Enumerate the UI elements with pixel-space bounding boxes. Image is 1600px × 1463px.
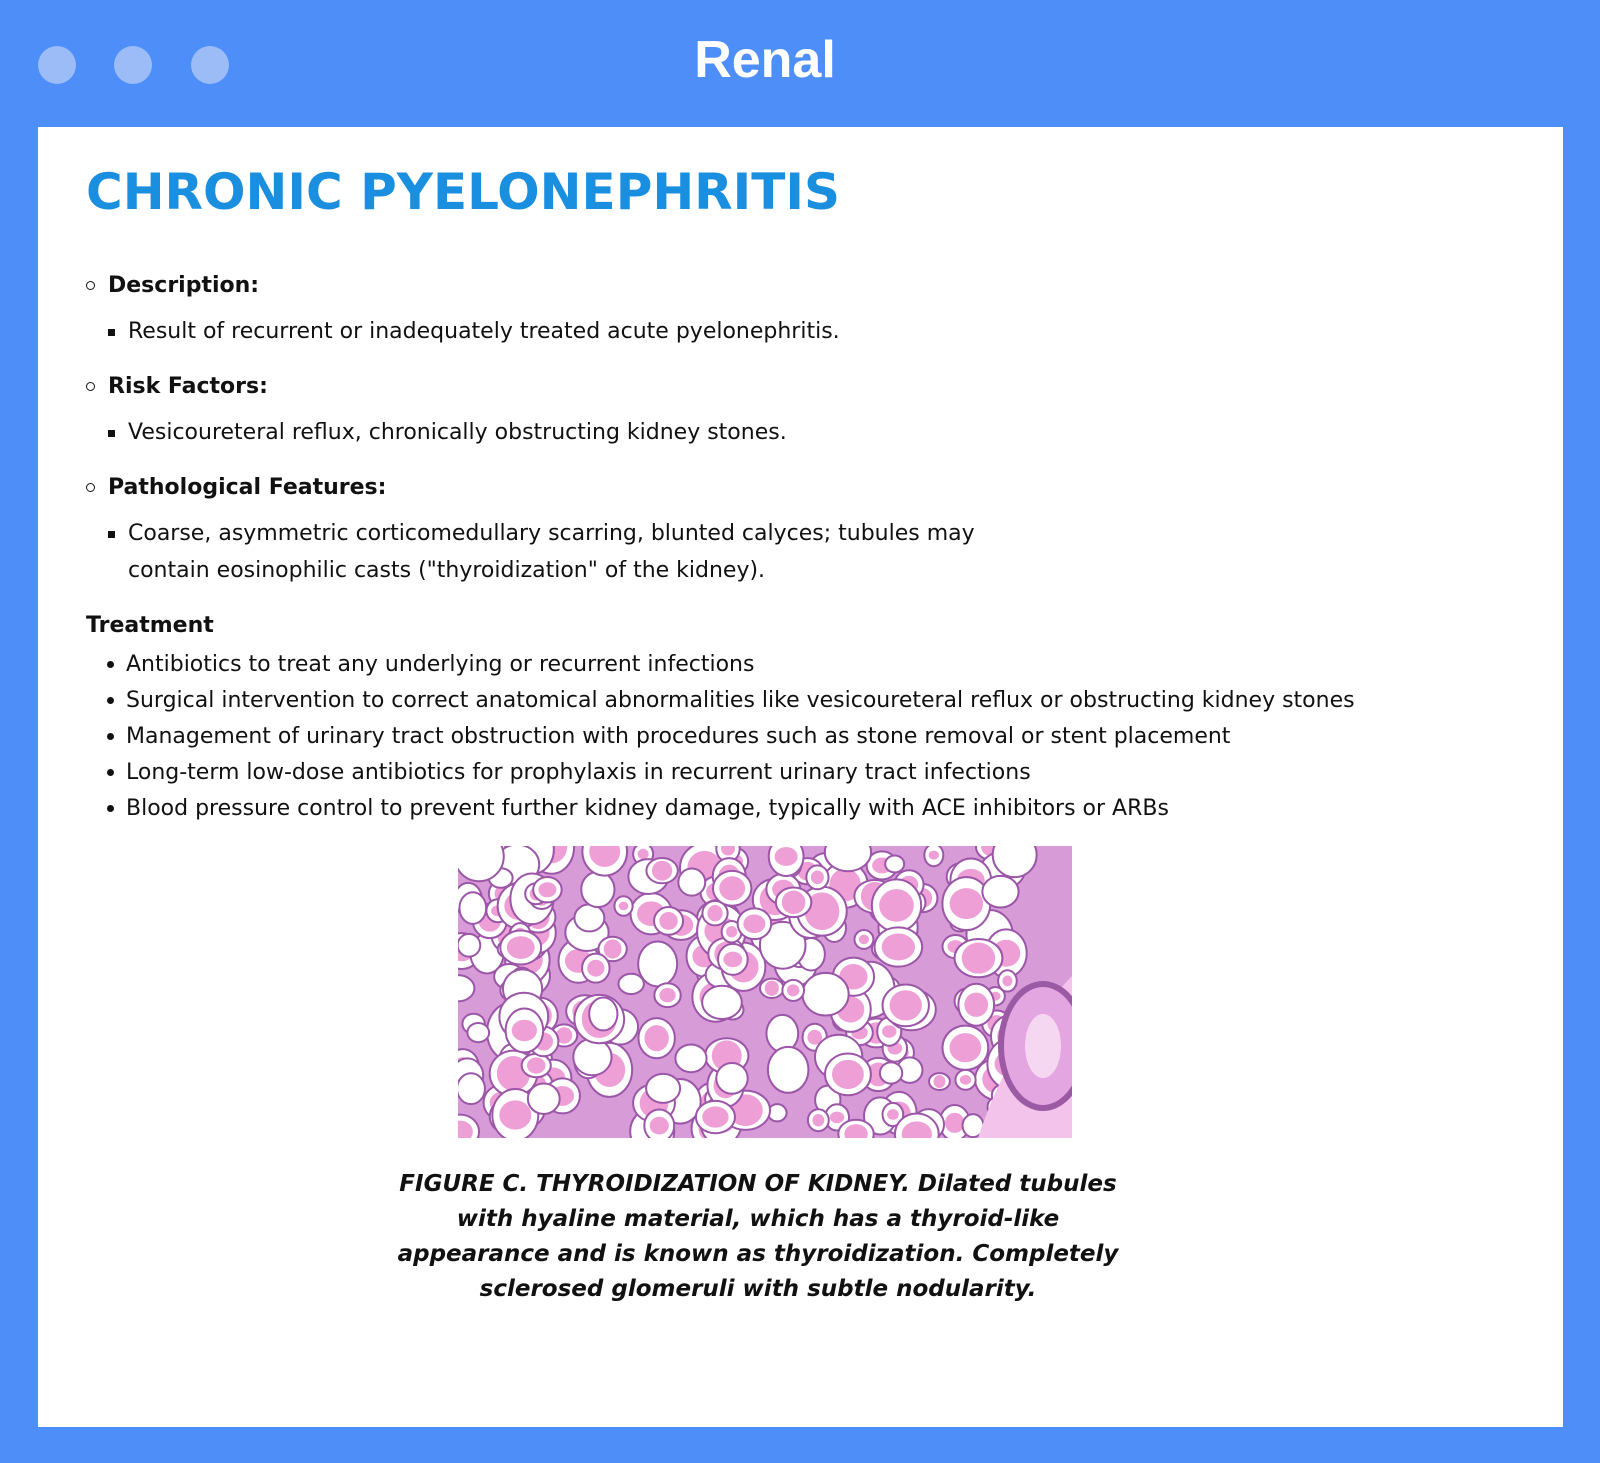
histology-image — [458, 846, 1072, 1138]
section-pathology-title: Pathological Features: — [86, 469, 1526, 506]
treatment-title: Treatment — [86, 613, 214, 638]
section-description-text: Result of recurrent or inadequately treated acute pyelonephritis. — [86, 313, 988, 350]
section-description-title: Description: — [86, 267, 1526, 304]
treatment-item: Surgical intervention to correct anatomical abnormalities like vesicoureteral reflux or obstructing kidney stones — [86, 682, 1526, 719]
treatment-item: Long-term low-dose antibiotics for prophylaxis in recurrent urinary tract infections — [86, 754, 1526, 791]
treatment-item: Antibiotics to treat any underlying or recurrent infections — [86, 646, 1526, 683]
histology-illustration — [458, 846, 1072, 1138]
page-title: CHRONIC PYELONEPHRITIS — [86, 163, 841, 221]
notes-body — [86, 267, 1526, 826]
window-title: Renal — [694, 31, 836, 89]
window-titlebar — [0, 0, 1600, 127]
section-risk-factors-text: Vesicoureteral reflux, chronically obstructing kidney stones. — [86, 414, 988, 451]
section-risk-factors-title: Risk Factors: — [86, 368, 1526, 405]
figure-caption: FIGURE C. THYROIDIZATION OF KIDNEY. Dilated tubules with hyaline material, which has a thyroid-like appearance and is known as thyroidization. Completely sclerosed glomeruli with subtle nodularity. — [397, 1171, 1119, 1302]
section-pathology-text: Coarse, asymmetric corticomedullary scarring, blunted calyces; tubules may contain eosinophilic casts ("thyroidization" of the kidney). — [86, 515, 988, 589]
treatment-item: Blood pressure control to prevent further kidney damage, typically with ACE inhibitors or ARBs — [86, 790, 1526, 827]
content-panel — [38, 127, 1563, 1427]
treatment-list — [86, 646, 1526, 827]
treatment-item: Management of urinary tract obstruction with procedures such as stone removal or stent placement — [86, 718, 1526, 755]
